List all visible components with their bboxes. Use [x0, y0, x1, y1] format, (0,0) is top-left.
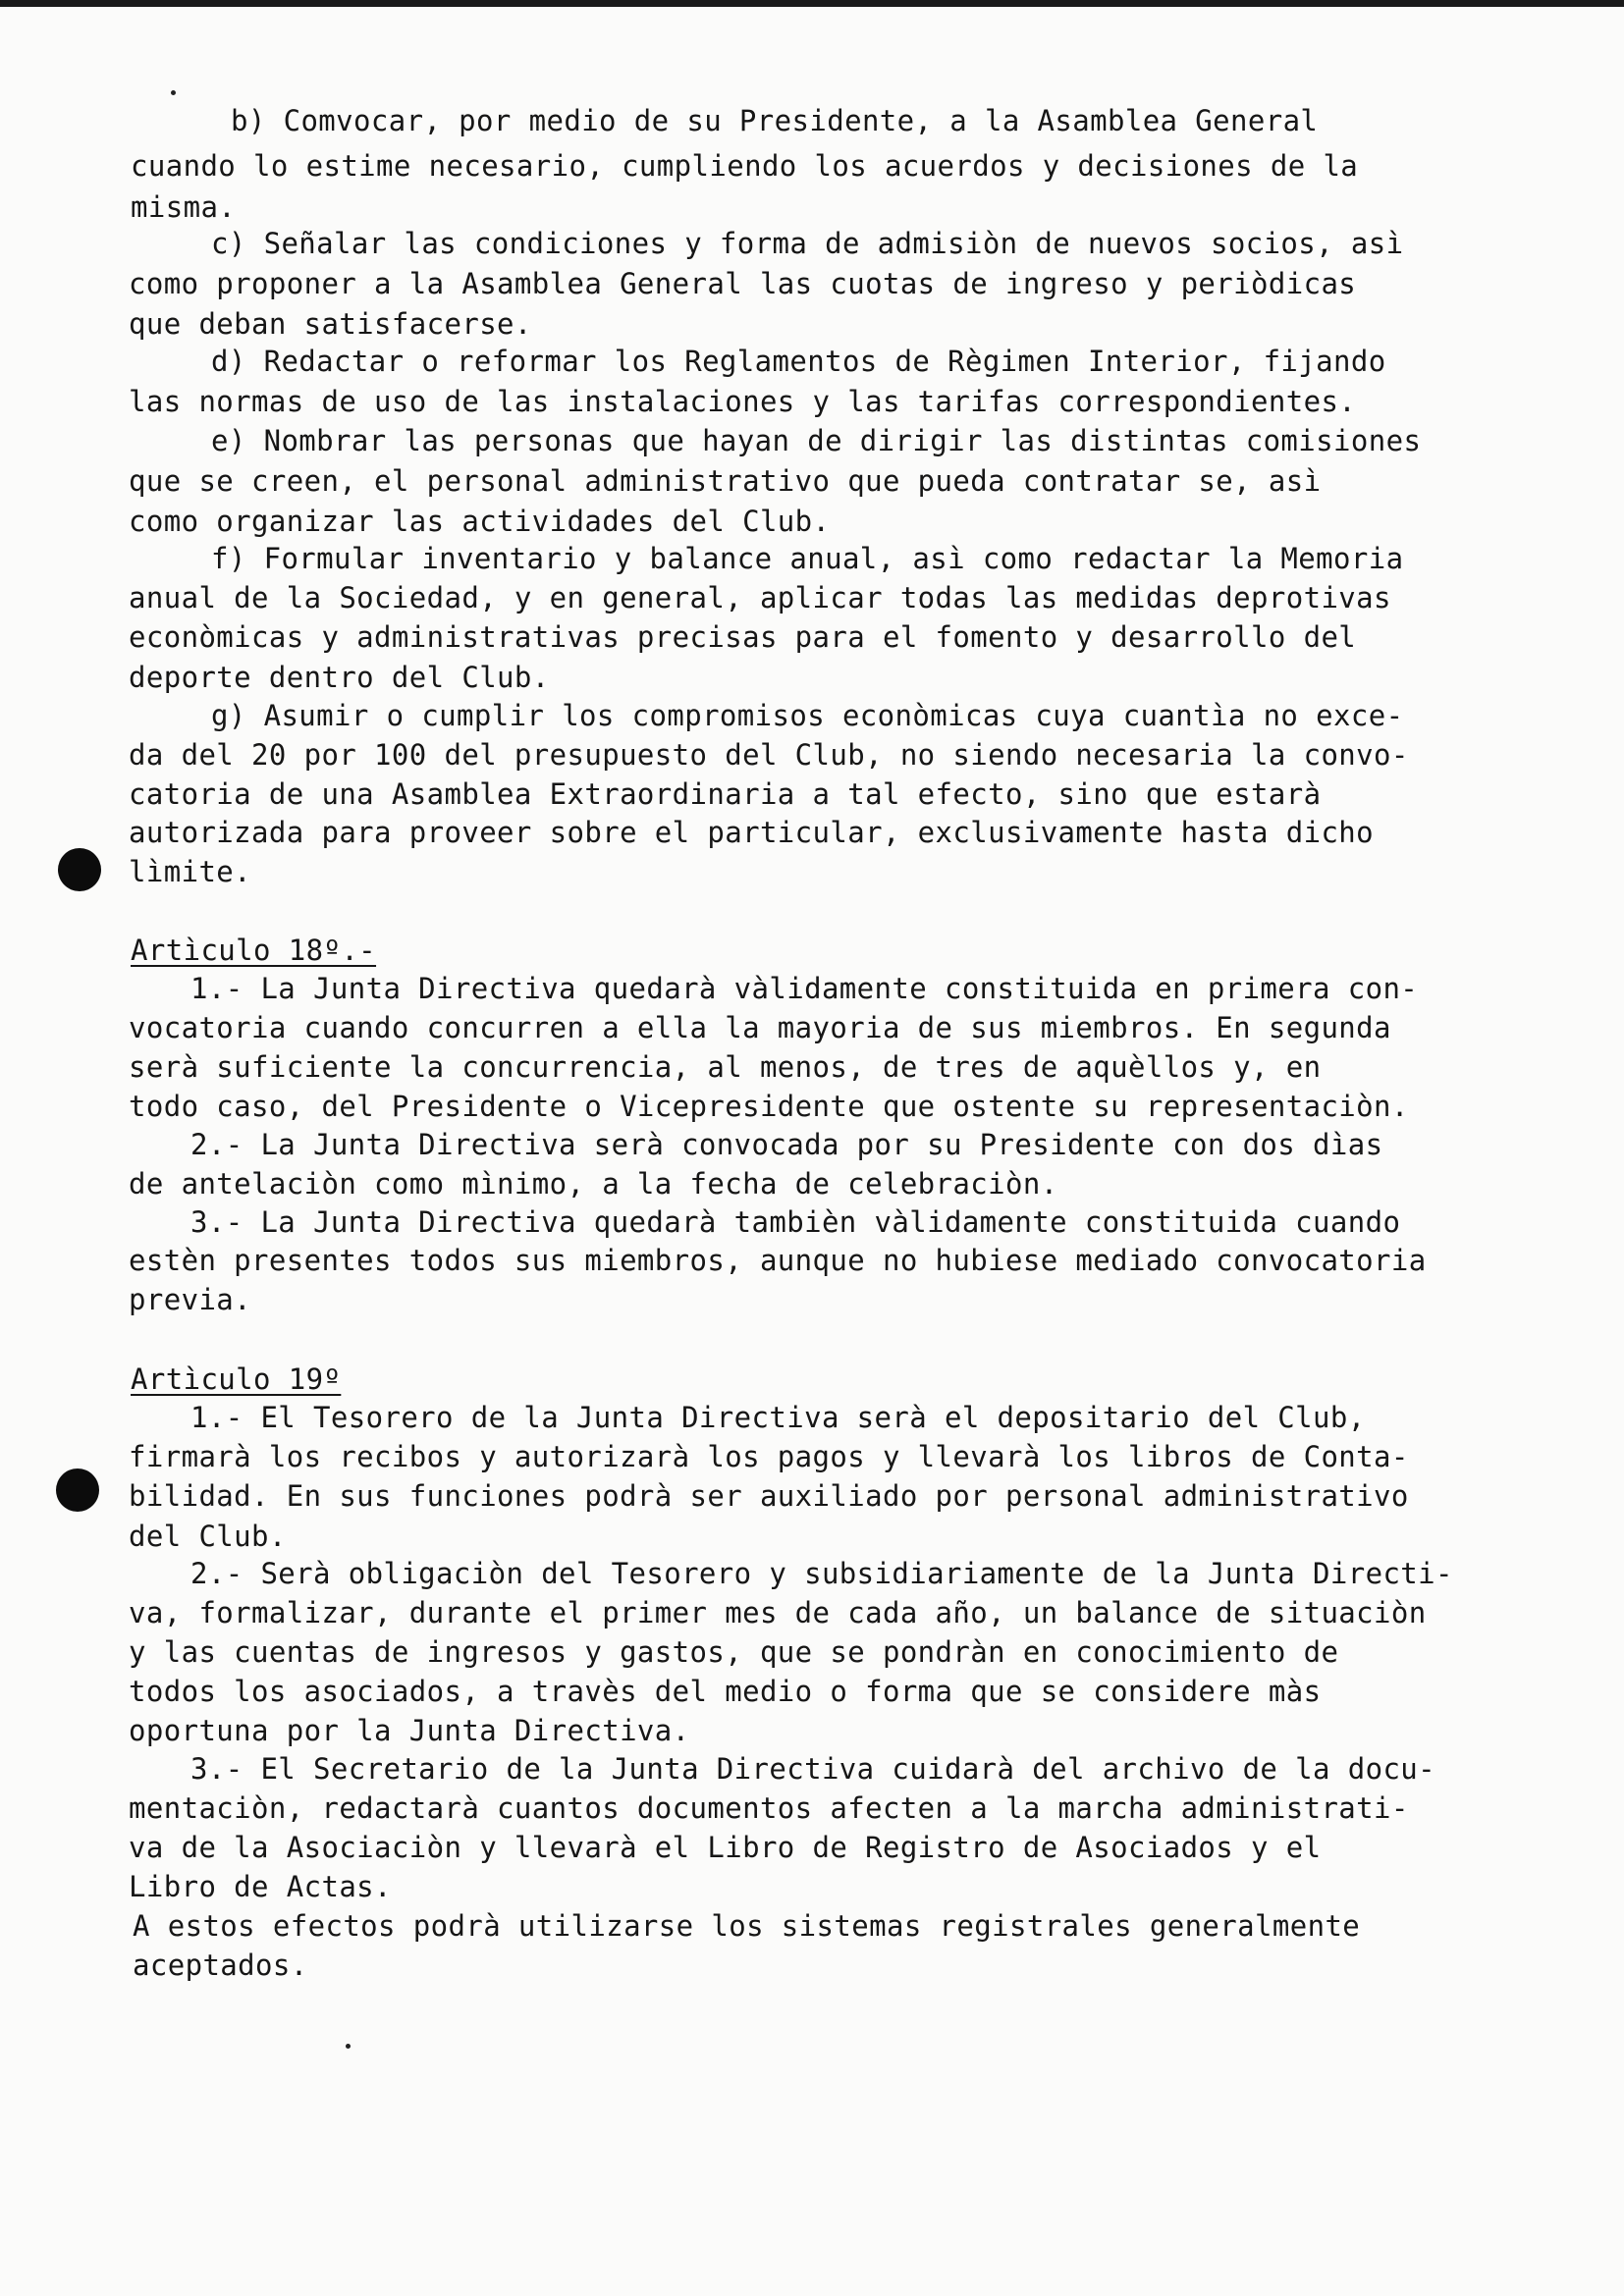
text-line: va de la Asociaciòn y llevarà el Libro de Registro de Asociados y el: [129, 1831, 1322, 1864]
text-line: lìmite.: [129, 855, 252, 888]
text-line: firmarà los recibos y autorizarà los pagos y llevarà los libros de Conta-: [129, 1440, 1409, 1473]
text-line: g) Asumir o cumplir los compromisos econòmicas cuya cuantìa no exce-: [211, 699, 1404, 732]
text-line: vocatoria cuando concurren a ella la mayoria de sus miembros. En segunda: [129, 1011, 1391, 1044]
text-line: bilidad. En sus funciones podrà ser auxiliado por personal administrativo: [129, 1479, 1409, 1513]
text-line: 1.- La Junta Directiva quedarà vàlidamente constituida en primera con-: [190, 972, 1419, 1005]
text-line: deporte dentro del Club.: [129, 661, 550, 694]
text-line: todo caso, del Presidente o Vicepresidente que ostente su representaciòn.: [129, 1090, 1409, 1123]
text-line: 3.- La Junta Directiva quedarà tambièn vàlidamente constituida cuando: [190, 1205, 1401, 1239]
text-line: 1.- El Tesorero de la Junta Directiva serà el depositario del Club,: [190, 1401, 1366, 1434]
text-line: que se creen, el personal administrativo que pueda contratar se, asì: [129, 464, 1322, 498]
text-line: serà suficiente la concurrencia, al menos, de tres de aquèllos y, en: [129, 1050, 1322, 1084]
text-line: econòmicas y administrativas precisas para el fomento y desarrollo del: [129, 620, 1357, 654]
text-line: misma.: [131, 190, 237, 224]
text-line: anual de la Sociedad, y en general, aplicar todas las medidas deprotivas: [129, 581, 1391, 614]
ink-speck: [171, 90, 176, 95]
text-line: d) Redactar o reformar los Reglamentos de Règimen Interior, fijando: [211, 345, 1386, 378]
text-line: catoria de una Asamblea Extraordinaria a tal efecto, sino que estarà: [129, 777, 1322, 811]
text-line: da del 20 por 100 del presupuesto del Club, no siendo necesaria la convo-: [129, 738, 1409, 772]
text-line: cuando lo estime necesario, cumpliendo los acuerdos y decisiones de la: [131, 149, 1359, 183]
article-heading: Artìculo 18º.-: [131, 934, 377, 967]
text-line: f) Formular inventario y balance anual, asì como redactar la Memoria: [211, 542, 1404, 575]
text-line: y las cuentas de ingresos y gastos, que se pondràn en conocimiento de: [129, 1635, 1339, 1669]
text-line: como proponer a la Asamblea General las cuotas de ingreso y periòdicas: [129, 267, 1357, 300]
punch-hole-lower: [56, 1468, 99, 1512]
text-line: va, formalizar, durante el primer mes de cada año, un balance de situaciòn: [129, 1596, 1427, 1629]
text-line: del Club.: [129, 1520, 287, 1553]
text-line: A estos efectos podrà utilizarse los sistemas registrales generalmente: [133, 1909, 1361, 1943]
text-line: previa.: [129, 1283, 252, 1316]
text-line: e) Nombrar las personas que hayan de dirigir las distintas comisiones: [211, 424, 1422, 457]
text-line: como organizar las actividades del Club.: [129, 505, 831, 538]
article-heading: Artìculo 19º: [131, 1362, 342, 1396]
text-line: 3.- El Secretario de la Junta Directiva cuidarà del archivo de la docu-: [190, 1752, 1436, 1786]
text-line: de antelaciòn como mìnimo, a la fecha de celebraciòn.: [129, 1167, 1058, 1201]
punch-hole-upper: [58, 848, 101, 891]
text-line: las normas de uso de las instalaciones y las tarifas correspondientes.: [129, 385, 1357, 418]
text-line: Libro de Actas.: [129, 1870, 392, 1903]
text-line: 2.- La Junta Directiva serà convocada por su Presidente con dos dìas: [190, 1128, 1383, 1161]
text-line: estèn presentes todos sus miembros, aunque no hubiese mediado convocatoria: [129, 1244, 1427, 1277]
text-line: mentaciòn, redactarà cuantos documentos afecten a la marcha administrati-: [129, 1791, 1409, 1825]
text-line: b) Comvocar, por medio de su Presidente, a la Asamblea General: [231, 104, 1319, 137]
text-line: 2.- Serà obligaciòn del Tesorero y subsidiariamente de la Junta Directi-: [190, 1557, 1453, 1590]
text-line: oportuna por la Junta Directiva.: [129, 1714, 690, 1747]
page-top-edge: [0, 0, 1624, 7]
text-line: autorizada para proveer sobre el particular, exclusivamente hasta dicho: [129, 816, 1375, 849]
text-line: todos los asociados, a travès del medio o forma que se considere màs: [129, 1675, 1322, 1708]
ink-speck: [346, 2044, 351, 2049]
text-line: c) Señalar las condiciones y forma de admisiòn de nuevos socios, asì: [211, 227, 1404, 260]
text-line: que deban satisfacerse.: [129, 307, 532, 341]
text-line: aceptados.: [133, 1949, 308, 1982]
